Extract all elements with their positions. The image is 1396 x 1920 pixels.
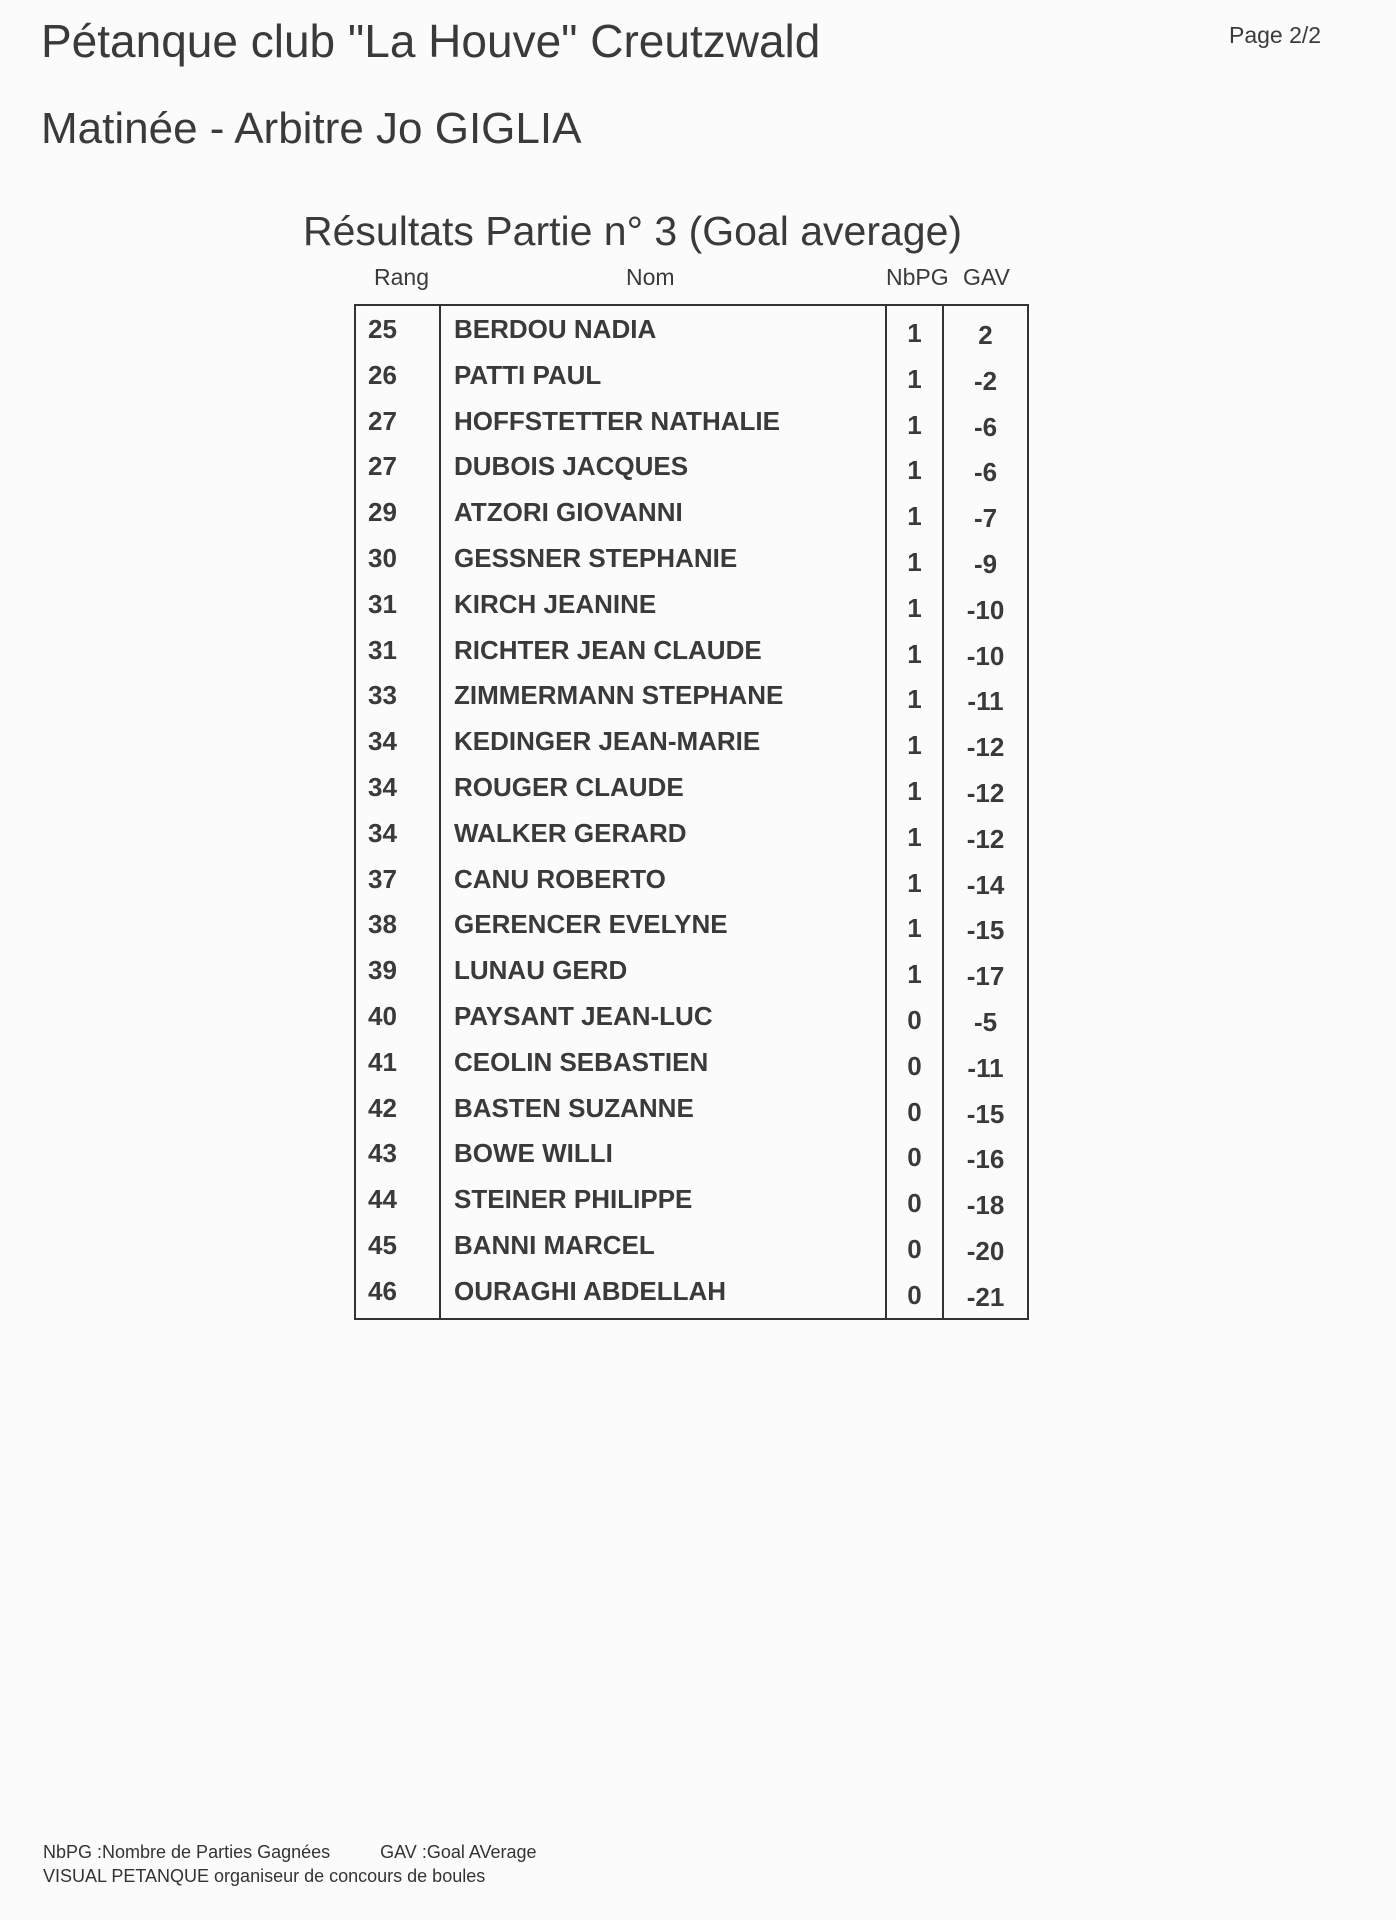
rang-cell: 43 (368, 1138, 397, 1169)
gav-cell: -7 (973, 503, 998, 534)
results-table-body (356, 310, 1027, 1318)
name-cell: RICHTER JEAN CLAUDE (454, 634, 762, 665)
table-row (356, 860, 1027, 906)
name-cell: PATTI PAUL (454, 359, 602, 390)
rang-cell: 27 (368, 405, 397, 436)
gav-cell: -21 (966, 1281, 1005, 1312)
name-cell: WALKER GERARD (454, 817, 687, 848)
nbpg-cell: 0 (907, 1233, 922, 1264)
rang-cell: 29 (368, 497, 397, 528)
nbpg-cell: 0 (907, 1096, 922, 1127)
rang-cell: 34 (368, 771, 397, 802)
results-title: Résultats Partie n° 3 (Goal average) (303, 208, 963, 254)
rang-cell: 45 (368, 1229, 397, 1260)
nbpg-cell: 0 (907, 1142, 922, 1173)
name-cell: STEINER PHILIPPE (454, 1184, 693, 1215)
column-header-nom: Nom (626, 264, 675, 290)
session-title: Matinée - Arbitre Jo GIGLIA (41, 104, 582, 153)
column-header-gav: GAV (963, 264, 1010, 290)
rang-cell: 33 (368, 680, 397, 711)
table-row (356, 1089, 1027, 1135)
name-cell: KEDINGER JEAN-MARIE (454, 726, 761, 757)
table-row (356, 905, 1027, 951)
rang-cell: 41 (368, 1046, 397, 1077)
rang-cell: 38 (368, 909, 397, 940)
nbpg-cell: 1 (907, 318, 922, 348)
name-cell: GERENCER EVELYNE (454, 909, 728, 940)
name-cell: BANNI MARCEL (454, 1229, 655, 1260)
table-row (356, 585, 1027, 631)
name-cell: ZIMMERMANN STEPHANE (454, 680, 784, 711)
name-cell: ROUGER CLAUDE (454, 771, 684, 802)
gav-cell: -10 (966, 640, 1005, 671)
table-row (356, 676, 1027, 722)
nbpg-cell: 1 (907, 867, 922, 898)
table-row (356, 722, 1027, 768)
nbpg-cell: 1 (907, 638, 922, 669)
nbpg-cell: 1 (907, 730, 922, 761)
rang-cell: 30 (368, 542, 397, 573)
table-row (356, 402, 1027, 448)
rang-cell: 25 (368, 314, 397, 344)
table-row (356, 356, 1027, 402)
table-row (356, 310, 1027, 356)
name-cell: DUBOIS JACQUES (454, 451, 689, 482)
gav-cell: -15 (966, 915, 1005, 946)
gav-cell: -14 (966, 869, 1005, 900)
gav-cell: -10 (966, 594, 1005, 625)
nbpg-cell: 0 (907, 1188, 922, 1219)
nbpg-cell: 1 (907, 592, 922, 623)
name-cell: BOWE WILLI (454, 1138, 613, 1169)
nbpg-cell: 1 (907, 501, 922, 532)
nbpg-cell: 1 (907, 959, 922, 990)
club-title: Pétanque club "La Houve" Creutzwald (41, 15, 821, 67)
nbpg-cell: 1 (907, 913, 922, 944)
rang-cell: 34 (368, 817, 397, 848)
table-row (356, 997, 1027, 1043)
gav-cell: -20 (966, 1235, 1005, 1266)
name-cell: HOFFSTETTER NATHALIE (454, 405, 780, 436)
gav-cell: -5 (973, 1006, 998, 1037)
rang-cell: 42 (368, 1092, 397, 1123)
table-row (356, 768, 1027, 814)
rang-cell: 37 (368, 863, 397, 894)
legend (43, 1842, 537, 1863)
nbpg-cell: 0 (907, 1050, 922, 1081)
rang-cell: 40 (368, 1000, 397, 1031)
gav-cell: -18 (966, 1190, 1005, 1221)
name-cell: LUNAU GERD (454, 955, 628, 986)
name-cell: OURAGHI ABDELLAH (454, 1275, 727, 1306)
table-row (356, 814, 1027, 860)
gav-cell: -6 (973, 411, 998, 442)
gav-cell: -11 (967, 686, 1004, 717)
gav-cell: -12 (966, 823, 1005, 854)
gav-cell: -9 (973, 548, 998, 579)
legend-gav: GAV :Goal AVerage (380, 1842, 537, 1862)
gav-cell: -12 (966, 732, 1005, 763)
column-header-rang: Rang (374, 264, 429, 290)
nbpg-cell: 0 (907, 1279, 922, 1310)
nbpg-cell: 1 (907, 684, 922, 715)
nbpg-cell: 1 (907, 821, 922, 852)
gav-cell: -6 (973, 457, 998, 488)
table-row (356, 1272, 1027, 1318)
rang-cell: 39 (368, 955, 397, 986)
legend-nbpg: NbPG :Nombre de Parties Gagnées (43, 1842, 331, 1862)
rang-cell: 34 (368, 726, 397, 757)
rang-cell: 44 (368, 1184, 397, 1215)
nbpg-cell: 1 (907, 363, 922, 394)
nbpg-cell: 1 (907, 455, 922, 486)
gav-cell: -17 (966, 961, 1005, 992)
rang-cell: 31 (368, 634, 397, 665)
nbpg-cell: 1 (907, 775, 922, 806)
table-row (356, 1043, 1027, 1089)
table-row (356, 1226, 1027, 1272)
rang-cell: 26 (368, 359, 397, 390)
table-row (356, 447, 1027, 493)
gav-cell: -2 (973, 365, 998, 396)
name-cell: CANU ROBERTO (454, 863, 666, 894)
gav-cell: -15 (966, 1098, 1005, 1129)
table-row (356, 1180, 1027, 1226)
name-cell: KIRCH JEANINE (454, 588, 657, 619)
name-cell: BERDOU NADIA (454, 314, 657, 344)
page-number: Page 2/2 (1229, 22, 1322, 48)
footer-note: VISUAL PETANQUE organiseur de concours de boules (43, 1866, 486, 1886)
name-cell: BASTEN SUZANNE (454, 1092, 694, 1123)
name-cell: CEOLIN SEBASTIEN (454, 1046, 709, 1077)
name-cell: GESSNER STEPHANIE (454, 542, 738, 573)
rang-cell: 31 (368, 588, 397, 619)
gav-cell: -11 (967, 1052, 1004, 1083)
table-row (356, 951, 1027, 997)
table-row (356, 631, 1027, 677)
table-row (356, 493, 1027, 539)
rang-cell: 46 (368, 1275, 397, 1306)
nbpg-cell: 1 (907, 409, 922, 440)
nbpg-cell: 1 (907, 546, 922, 577)
name-cell: ATZORI GIOVANNI (454, 497, 683, 528)
table-row (356, 539, 1027, 585)
name-cell: PAYSANT JEAN-LUC (454, 1000, 713, 1031)
table-row (356, 1134, 1027, 1180)
gav-cell: -12 (966, 777, 1005, 808)
rang-cell: 27 (368, 451, 397, 482)
gav-cell: -16 (966, 1144, 1005, 1175)
nbpg-cell: 0 (907, 1004, 922, 1035)
column-header-nbpg: NbPG (886, 264, 949, 290)
gav-cell: 2 (978, 320, 993, 350)
